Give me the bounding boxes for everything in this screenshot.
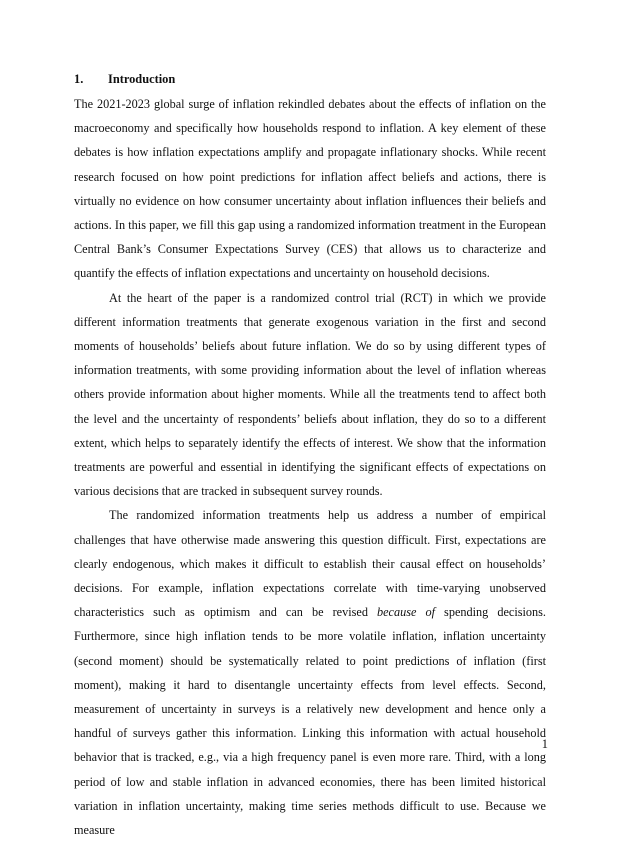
section-title: Introduction: [108, 72, 176, 86]
paragraph-3-part-2: spending decisions. Furthermore, since high inflation tends to be more volatile inflation, inflation uncertainty (second moment) should be systematically related to point predictions of inflation (first moment), making it hard to disentangle uncertainty effects from level effects. Second, measurement of uncertainty in surveys is a relatively new development and hence only a handful of surveys gather this information. Linking this information with actual household behavior that is tracked, e.g., via a high frequency panel is even more rare. Third, with a long period of low and stable inflation in advanced economies, there has been limited historical variation in inflation uncertainty, making time series methods difficult to use. Because we measure: [74, 605, 546, 838]
paragraph-2: At the heart of the paper is a randomized control trial (RCT) in which we provide different information treatments that generate exogenous variation in the first and second moments of households’ beliefs about future inflation. We do so by using different types of information treatments, with some providing information about the level of inflation whereas others provide information about higher moments. While all the treatments tend to affect both the level and the uncertainty of respondents’ beliefs about inflation, they do so to a different extent, which helps to separately identify the effects of interest. We show that the information treatments are powerful and essential in identifying the significant effects of expectations on various decisions that are tracked in subsequent survey rounds.: [74, 290, 546, 499]
paragraph-3: [74, 503, 546, 842]
paragraph-3-italic: because of: [376, 605, 436, 620]
section-number: 1.: [74, 72, 84, 86]
section-heading: [74, 70, 175, 89]
body-text: [74, 92, 546, 842]
page-number: 1: [541, 737, 548, 751]
paragraph-1: The 2021-2023 global surge of inflation rekindled debates about the effects of inflation on the macroeconomy and specifically how households respond to inflation. A key element of these debates is how inflation expectations amplify and propagate inflationary shocks. While recent research focused on how point predictions for inflation affect beliefs and actions, there is virtually no evidence on how consumer uncertainty about inflation influences their beliefs and actions. In this paper, we fill this gap using a randomized information treatment in the European Central Bank’s Consumer Expectations Survey (CES) that allows us to characterize and quantify the effects of inflation expectations and uncertainty on household decisions.: [74, 97, 546, 281]
paragraph-3-part-1: The randomized information treatments help us address a number of empirical challenges that have otherwise made answering this question difficult. First, expectations are clearly endogenous, which makes it difficult to establish their causal effect on households’ decisions. For example, inflation expectations correlate with time-varying unobserved characteristics such as optimism and can be revised: [74, 508, 546, 620]
